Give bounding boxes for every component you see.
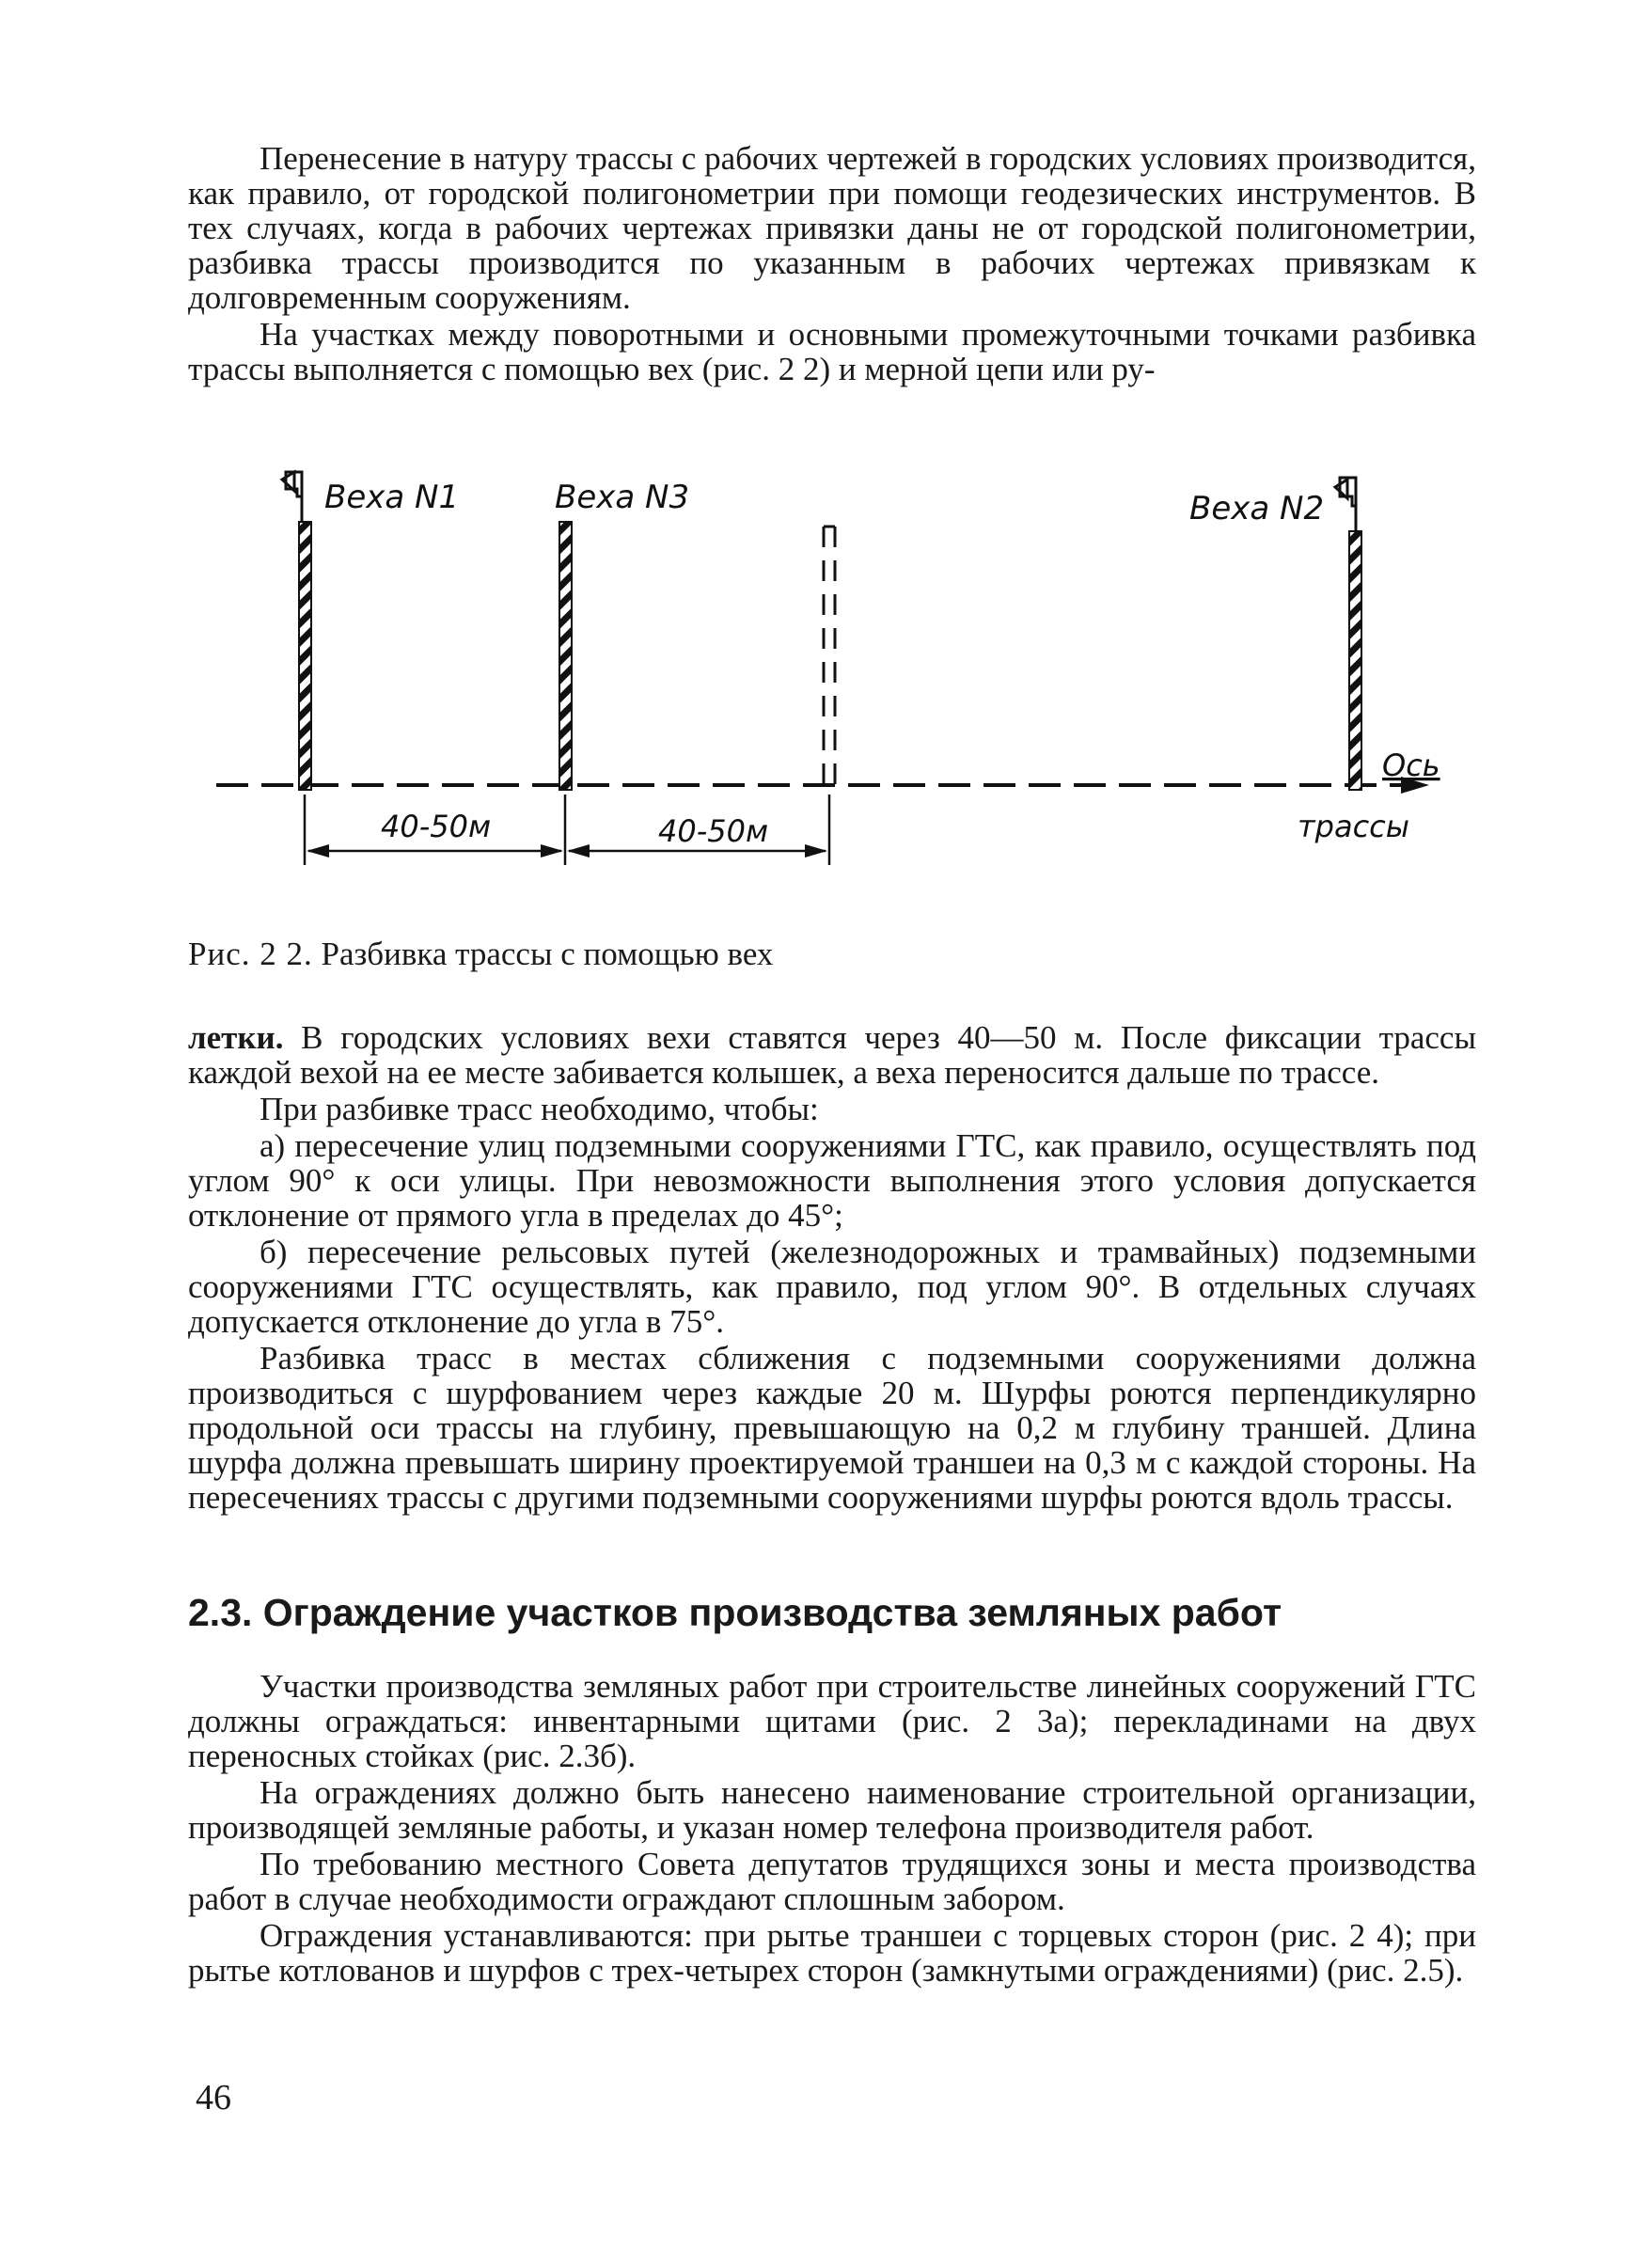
paragraph-section-3: По требованию местного Совета депутатов трудящихся зоны и места производства работ в случае необходимости ограждают сплошным забором. — [188, 1846, 1476, 1917]
axis-label-os: Ось — [1382, 747, 1440, 783]
veha-1-label: Веха N1 — [324, 479, 460, 516]
paragraph-section-2: На ограждениях должно быть нанесено наименование строительной организации, производящей земляные работы, и указан номер телефона производителя работ. — [188, 1774, 1476, 1846]
paragraph-item-a: а) пересечение улиц подземными сооружениями ГТС, как правило, осуществлять под углом 90° к оси улицы. При невозможности выполнения этого условия допускается отклонение от прямого угла в пределах до 45°; — [188, 1127, 1476, 1234]
paragraph-continuation-text: В городских условиях вехи ставятся через 40—50 м. После фиксации трассы каждой вехой на ее месте забивается колышек, а веха переносится дальше по трассе. — [188, 1019, 1476, 1091]
veha-2 — [1335, 478, 1361, 790]
veha-2-label: Веха N2 — [1189, 490, 1325, 527]
veha-3-label: Веха N3 — [555, 479, 690, 516]
paragraph-section-4: Ограждения устанавливаются: при рытье траншеи с торцевых сторон (рис. 2 4); при рытье котлованов и шурфов с трех-четырех сторон (замкнутыми ограждениями) (рис. 2.5). — [188, 1917, 1476, 1989]
figure-caption-text: Разбивка трассы с помощью вех — [321, 936, 774, 972]
paragraph-intro: Перенесение в натуру трассы с рабочих чертежей в городских условиях производится, как правило, от городской полигонометрии при помощи геодезических инструментов. В тех случаях, когда в рабочих чертежах привязки даны не от городской полигонометрии, разбивка трассы производится по указанным в рабочих чертежах привязкам к долговременным сооружениям. — [188, 140, 1476, 316]
paragraph-shurfy: Разбивка трасс в местах сближения с подземными сооружениями должна производиться с шурфованием через каждые 20 м. Шурфы роются перпендикулярно продольной оси трассы на глубину, превышающую на 0,2 м глубину траншей. Длина шурфа должна превышать ширину проектируемой траншеи на 0,3 м с каждой стороны. На пересечениях трассы с другими подземными сооружениями шурфы роются вдоль трассы. — [188, 1340, 1476, 1516]
paragraph-requirements: При разбивке трасс необходимо, чтобы: — [260, 1091, 819, 1127]
paragraph-continuation-bold: летки. — [188, 1019, 284, 1056]
veha-1 — [282, 472, 311, 790]
paragraph-segments: На участках между поворотными и основными промежуточными точками разбивка трассы выполняется с помощью вех (рис. 2 2) и мерной цепи или ру- — [188, 316, 1476, 387]
axis-label-trassy: трассы — [1298, 809, 1410, 844]
top-text-block — [188, 141, 1476, 388]
paragraph-item-b: б) пересечение рельсовых путей (железнодорожных и трамвайных) подземными сооружениями ГТС осуществлять, как правило, под углом 90°. В отдельных случаях допускается отклонение до угла в 75°. — [188, 1234, 1476, 1340]
paragraph-continuation — [188, 1020, 1476, 1090]
figure-2-2-diagram — [207, 451, 1467, 884]
future-veha-dashed — [824, 527, 835, 790]
section-text-block — [188, 1669, 1476, 1990]
veha-3 — [559, 522, 572, 790]
section-heading: 2.3. Ограждение участков производства земляных работ — [188, 1591, 1282, 1634]
figure-caption — [188, 936, 773, 973]
dimension-1-label: 40-50м — [381, 809, 492, 844]
middle-text-block — [188, 1020, 1476, 1517]
figure-caption-number: Рис. 2 2. — [188, 936, 313, 972]
dimension-2-label: 40-50м — [658, 813, 769, 849]
page-number: 46 — [196, 2078, 231, 2117]
paragraph-section-1: Участки производства земляных работ при строительстве линейных сооружений ГТС должны ограждаться: инвентарными щитами (рис. 2 3а); перекладинами на двух переносных стойках (рис. 2.3б). — [188, 1668, 1476, 1774]
